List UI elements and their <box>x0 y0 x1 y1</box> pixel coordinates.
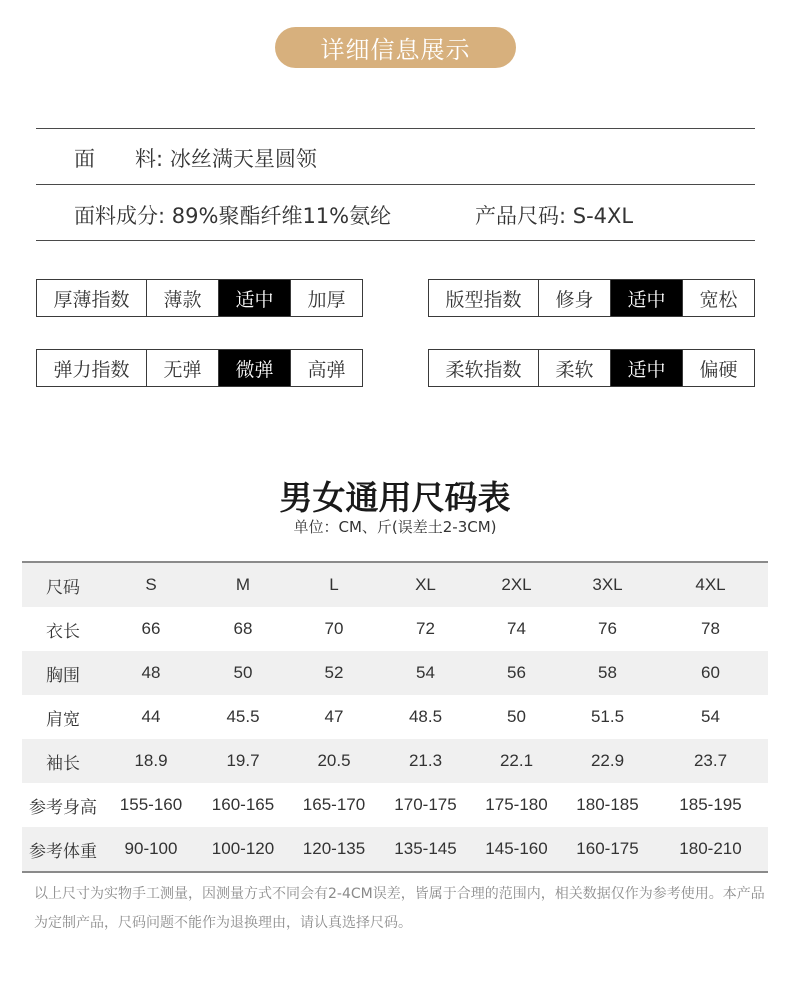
table-cell: 50 <box>471 695 562 739</box>
table-cell: 90-100 <box>104 827 198 872</box>
table-cell: 54 <box>653 695 768 739</box>
table-cell: 160-165 <box>198 783 288 827</box>
table-cell: 68 <box>198 607 288 651</box>
table-cell: 70 <box>288 607 380 651</box>
table-cell: 50 <box>198 651 288 695</box>
fit-option-regular: 适中 <box>610 280 682 316</box>
table-row <box>22 739 768 783</box>
table-cell: 145-160 <box>471 827 562 872</box>
fit-index-label: 版型指数 <box>445 288 522 311</box>
table-header-row <box>22 562 768 607</box>
row-label: 衣长 <box>22 607 104 651</box>
softness-option-stiff: 偏硬 <box>682 350 754 386</box>
table-cell: 66 <box>104 607 198 651</box>
table-cell: 22.9 <box>562 739 653 783</box>
table-cell: 160-175 <box>562 827 653 872</box>
table-cell: 51.5 <box>562 695 653 739</box>
table-cell: 180-185 <box>562 783 653 827</box>
table-cell: 72 <box>380 607 471 651</box>
softness-option-medium: 适中 <box>610 350 682 386</box>
thickness-index <box>36 279 363 317</box>
table-cell: 54 <box>380 651 471 695</box>
softness-index-label: 柔软指数 <box>445 358 522 381</box>
softness-index <box>428 349 755 387</box>
row-label: 参考体重 <box>22 827 104 872</box>
row-label: 肩宽 <box>22 695 104 739</box>
elasticity-option-none: 无弹 <box>146 350 218 386</box>
table-cell: 170-175 <box>380 783 471 827</box>
table-cell: 21.3 <box>380 739 471 783</box>
disclaimer-note: 以上尺寸为实物手工测量，因测量方式不同会有2-4CM误差，皆属于合理的范围内，相关数据仅作为参考使用。本产品为定制产品，尺码问题不能作为退换理由，请认真选择尺码。 <box>34 886 765 931</box>
fit-option-slim: 修身 <box>538 280 610 316</box>
thickness-index-label: 厚薄指数 <box>53 288 130 311</box>
elasticity-index <box>36 349 363 387</box>
table-row <box>22 827 768 872</box>
table-cell: 44 <box>104 695 198 739</box>
table-cell: 78 <box>653 607 768 651</box>
fabric-value: 冰丝满天星圆领 <box>169 147 317 171</box>
header-cell: 2XL <box>471 562 562 607</box>
table-cell: 48.5 <box>380 695 471 739</box>
softness-option-soft: 柔软 <box>538 350 610 386</box>
table-cell: 180-210 <box>653 827 768 872</box>
size-chart-unit: 单位：CM、斤(误差土2-3CM) <box>293 518 497 536</box>
table-cell: 120-135 <box>288 827 380 872</box>
divider <box>36 128 755 129</box>
table-cell: 175-180 <box>471 783 562 827</box>
thickness-option-thin: 薄款 <box>146 280 218 316</box>
product-size-row <box>475 200 633 230</box>
table-cell: 52 <box>288 651 380 695</box>
table-cell: 100-120 <box>198 827 288 872</box>
table-row <box>22 607 768 651</box>
header-cell: 4XL <box>653 562 768 607</box>
elasticity-option-high: 高弹 <box>290 350 362 386</box>
product-size-value: S-4XL <box>572 204 634 228</box>
thickness-option-medium: 适中 <box>218 280 290 316</box>
table-cell: 185-195 <box>653 783 768 827</box>
product-size-label: 产品尺码: <box>475 204 567 228</box>
table-cell: 19.7 <box>198 739 288 783</box>
header-cell: XL <box>380 562 471 607</box>
table-cell: 48 <box>104 651 198 695</box>
table-row <box>22 651 768 695</box>
composition-value: 89%聚酯纤维11%氨纶 <box>171 204 392 228</box>
composition-row <box>74 200 391 230</box>
header-cell: L <box>288 562 380 607</box>
header-cell: M <box>198 562 288 607</box>
table-cell: 45.5 <box>198 695 288 739</box>
table-row <box>22 783 768 827</box>
table-cell: 22.1 <box>471 739 562 783</box>
table-cell: 23.7 <box>653 739 768 783</box>
divider <box>36 184 755 185</box>
table-cell: 56 <box>471 651 562 695</box>
table-cell: 58 <box>562 651 653 695</box>
fabric-label: 面 料: <box>74 147 164 171</box>
table-cell: 74 <box>471 607 562 651</box>
table-cell: 60 <box>653 651 768 695</box>
table-cell: 20.5 <box>288 739 380 783</box>
table-cell: 47 <box>288 695 380 739</box>
composition-label: 面料成分: <box>74 204 166 228</box>
size-chart-title: 男女通用尺码表 <box>279 478 511 517</box>
elasticity-index-label: 弹力指数 <box>53 358 130 381</box>
fit-option-loose: 宽松 <box>682 280 754 316</box>
fit-index <box>428 279 755 317</box>
section-title-badge <box>275 27 516 68</box>
thickness-option-thick: 加厚 <box>290 280 362 316</box>
divider <box>36 240 755 241</box>
table-row <box>22 695 768 739</box>
section-title: 详细信息展示 <box>320 36 471 64</box>
row-label: 参考身高 <box>22 783 104 827</box>
table-cell: 135-145 <box>380 827 471 872</box>
fabric-row <box>74 143 317 173</box>
row-label: 袖长 <box>22 739 104 783</box>
table-cell: 18.9 <box>104 739 198 783</box>
header-cell: 尺码 <box>22 562 104 607</box>
table-cell: 165-170 <box>288 783 380 827</box>
table-cell: 155-160 <box>104 783 198 827</box>
table-cell: 76 <box>562 607 653 651</box>
elasticity-option-slight: 微弹 <box>218 350 290 386</box>
header-cell: 3XL <box>562 562 653 607</box>
size-chart-table <box>22 561 768 873</box>
header-cell: S <box>104 562 198 607</box>
row-label: 胸围 <box>22 651 104 695</box>
